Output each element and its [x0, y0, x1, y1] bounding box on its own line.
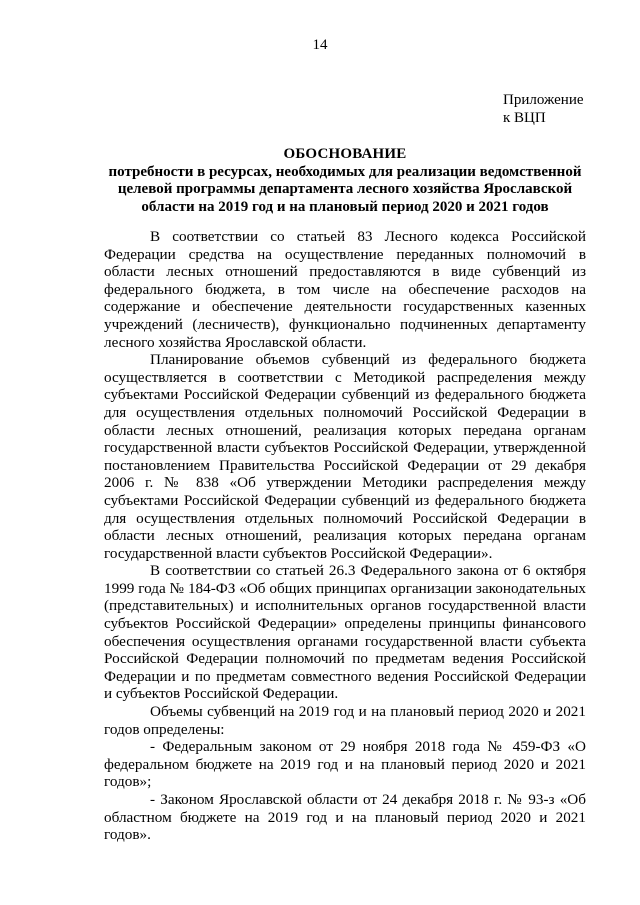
paragraph-planning: Планирование объемов субвенций из федерального бюджета осуществляется в соответствии с Методикой распределения между субъектами Российской Федерации субвенций из федерального бюджета для осуществления отдельных полномочий Российской Федерации в области лесных отношений, реализация которых передана органам государственной власти субъектов Российской Федерации, утвержденной постановлением Правительства Российской Федерации от 29 декабря 2006 г. № 838 «Об утверждении Методики распределения между субъектами Российской Федерации субвенций из федерального бюджета для осуществления отдельных полномочий Российской Федерации в области лесных отношений, реализация которых передана органам государственной власти субъектов Российской Федерации».: [104, 351, 586, 562]
paragraph-volumes: Объемы субвенций на 2019 год и на плановый период 2020 и 2021 годов определены:: [104, 703, 586, 738]
document-body: [104, 228, 586, 844]
title-block: [104, 146, 586, 216]
appendix-line-1: Приложение: [503, 92, 584, 108]
paragraph-legal-basis: В соответствии со статьей 83 Лесного кодекса Российской Федерации средства на осуществление переданных полномочий в области лесных отношений предоставляются в виде субвенций из федерального бюджета, в том числе на обеспечение расходов на содержание и обеспечение деятельности государственных казенных учреждений (лесничеств), функционально подчиненных департаменту лесного хозяйства Ярославской области.: [104, 228, 586, 351]
list-item-regional-budget-law: - Законом Ярославской области от 24 декабря 2018 г. № 93-з «Об областном бюджете на 2019 год и на плановый период 2020 и 2021 годов».: [104, 791, 586, 844]
page-number: 14: [312, 37, 328, 53]
document-subtitle: потребности в ресурсах, необходимых для реализации ведомственной целевой программы департамента лесного хозяйства Ярославской области на 2019 год и на плановый период 2020 и 2021 годов: [108, 163, 582, 215]
paragraph-federal-law: В соответствии со статьей 26.3 Федерального закона от 6 октября 1999 года № 184-ФЗ «Об общих принципах организации законодательных (представительных) и исполнительных органов государственной власти субъектов Российской Федерации» определены принципы финансового обеспечения осуществления органами государственной власти субъекта Российской Федерации полномочий по предметам ведения Российской Федерации и по предметам совместного ведения Российской Федерации и субъектов Российской Федерации.: [104, 562, 586, 703]
list-item-federal-budget-law: - Федеральным законом от 29 ноября 2018 года № 459-ФЗ «О федеральном бюджете на 2019 год и на плановый период 2020 и 2021 годов»;: [104, 738, 586, 791]
appendix-label: [503, 91, 584, 127]
document-title: ОБОСНОВАНИЕ: [283, 146, 407, 162]
appendix-line-2: к ВЦП: [503, 110, 546, 126]
